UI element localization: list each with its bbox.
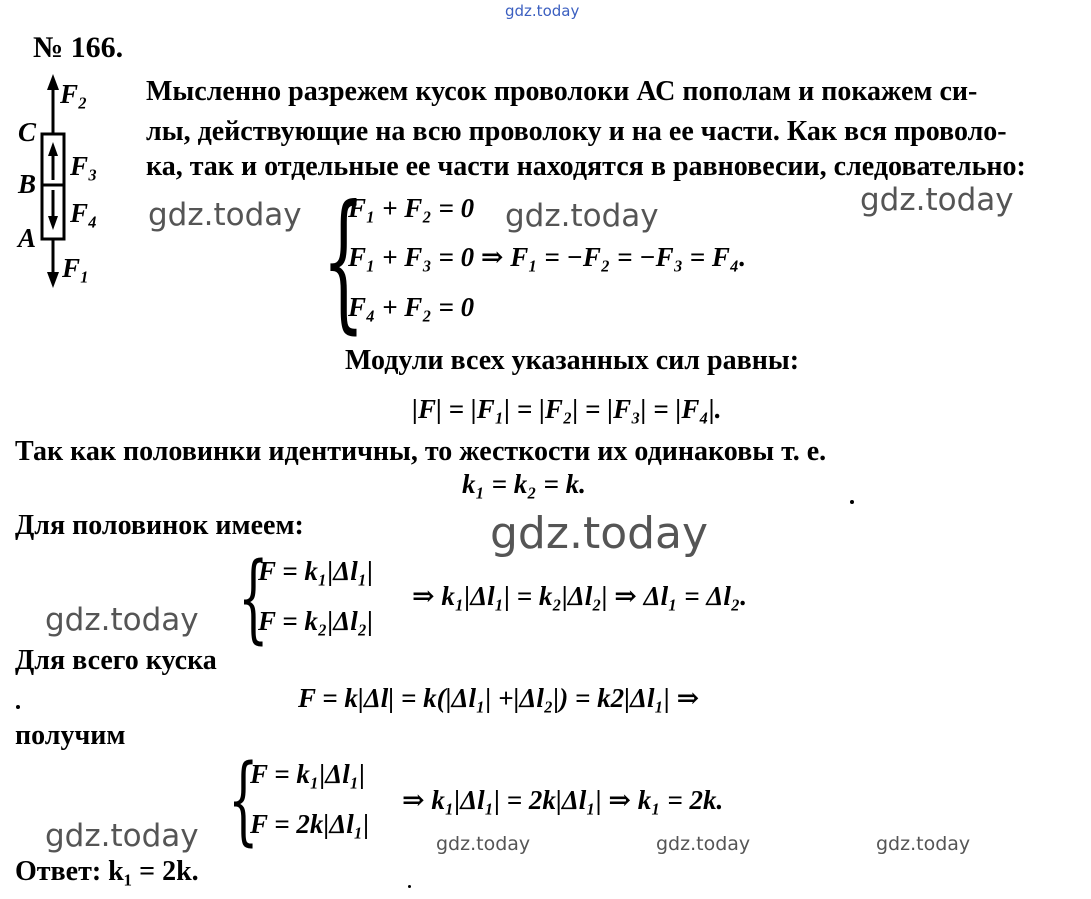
watermark-8: gdz.today — [656, 833, 751, 855]
speck-3 — [408, 885, 411, 888]
intro-line-1: Мысленно разрежем кусок проволоки АС пополам и покажем си- — [146, 76, 978, 107]
for-halves: Для половинок имеем: — [15, 510, 304, 541]
system3-eq1: F = k₁|Δl₁| — [250, 759, 366, 789]
speck-2 — [16, 705, 20, 709]
label-c: C — [18, 117, 37, 147]
system1-eq3: F₄ + F₂ = 0 — [348, 292, 475, 322]
label-f1: F₁ — [62, 253, 90, 283]
arrow-f4 — [48, 190, 58, 230]
watermark-1: gdz.today — [148, 197, 302, 233]
get-word: получим — [15, 720, 126, 751]
watermark-5: gdz.today — [45, 602, 199, 638]
watermark-9: gdz.today — [876, 833, 971, 855]
system3-result: ⇒ k₁|Δl₁| = 2k|Δl₁| ⇒ k₁ = 2k. — [402, 785, 724, 815]
label-f4: F₄ — [70, 198, 98, 228]
halves-eq: k₁ = k₂ = k. — [462, 469, 586, 499]
problem-number: № 166. — [33, 31, 124, 64]
label-f2: F₂ — [60, 79, 88, 109]
system1-eq2: F₁ + F₃ = 0 ⇒ F₁ = −F₂ = −F₃ = F₄. — [348, 242, 747, 272]
system2-result: ⇒ k₁|Δl₁| = k₂|Δl₂| ⇒ Δl₁ = Δl₂. — [412, 581, 747, 611]
watermark-4: gdz.today — [490, 508, 709, 559]
arrow-f1 — [47, 239, 59, 288]
arrow-f2 — [47, 74, 59, 134]
system1-brace: { — [322, 174, 365, 348]
system3-brace: { — [228, 744, 259, 856]
system3-eq2: F = 2k|Δl₁| — [250, 809, 370, 839]
watermark-top: gdz.today — [505, 2, 580, 20]
watermark-2: gdz.today — [505, 198, 659, 234]
label-a: A — [18, 223, 37, 253]
label-f3: F₃ — [70, 151, 98, 181]
halves-line: Так как половинки идентичны, то жесткости их одинаковы т. е. — [15, 436, 827, 467]
intro-line-3: ка, так и отдельные ее части находятся в равновесии, следовательно: — [146, 151, 1026, 182]
watermark-7: gdz.today — [436, 833, 531, 855]
arrow-f3 — [48, 142, 58, 180]
system2-eq2: F = k₂|Δl₂| — [258, 606, 374, 636]
system1-eq1: F₁ + F₂ = 0 — [348, 193, 475, 223]
whole-eq: F = k|Δl| = k(|Δl₁| +|Δl₂|) = k2|Δl₁| ⇒ — [298, 683, 700, 713]
label-b: B — [18, 169, 37, 199]
speck-1 — [850, 500, 854, 504]
moduli-line: Модули всех указанных сил равны: — [345, 345, 800, 376]
watermark-3: gdz.today — [860, 182, 1014, 218]
system2-brace: { — [238, 542, 269, 654]
intro-line-2: лы, действующие на всю проволоку и на ее части. Как вся проволо- — [146, 116, 1007, 147]
answer: Ответ: k₁ = 2k. — [15, 856, 199, 887]
moduli-eq: |F| = |F₁| = |F₂| = |F₃| = |F₄|. — [412, 394, 722, 424]
whole-piece: Для всего куска — [15, 645, 217, 676]
system2-eq1: F = k₁|Δl₁| — [258, 556, 374, 586]
watermark-6: gdz.today — [45, 818, 199, 854]
